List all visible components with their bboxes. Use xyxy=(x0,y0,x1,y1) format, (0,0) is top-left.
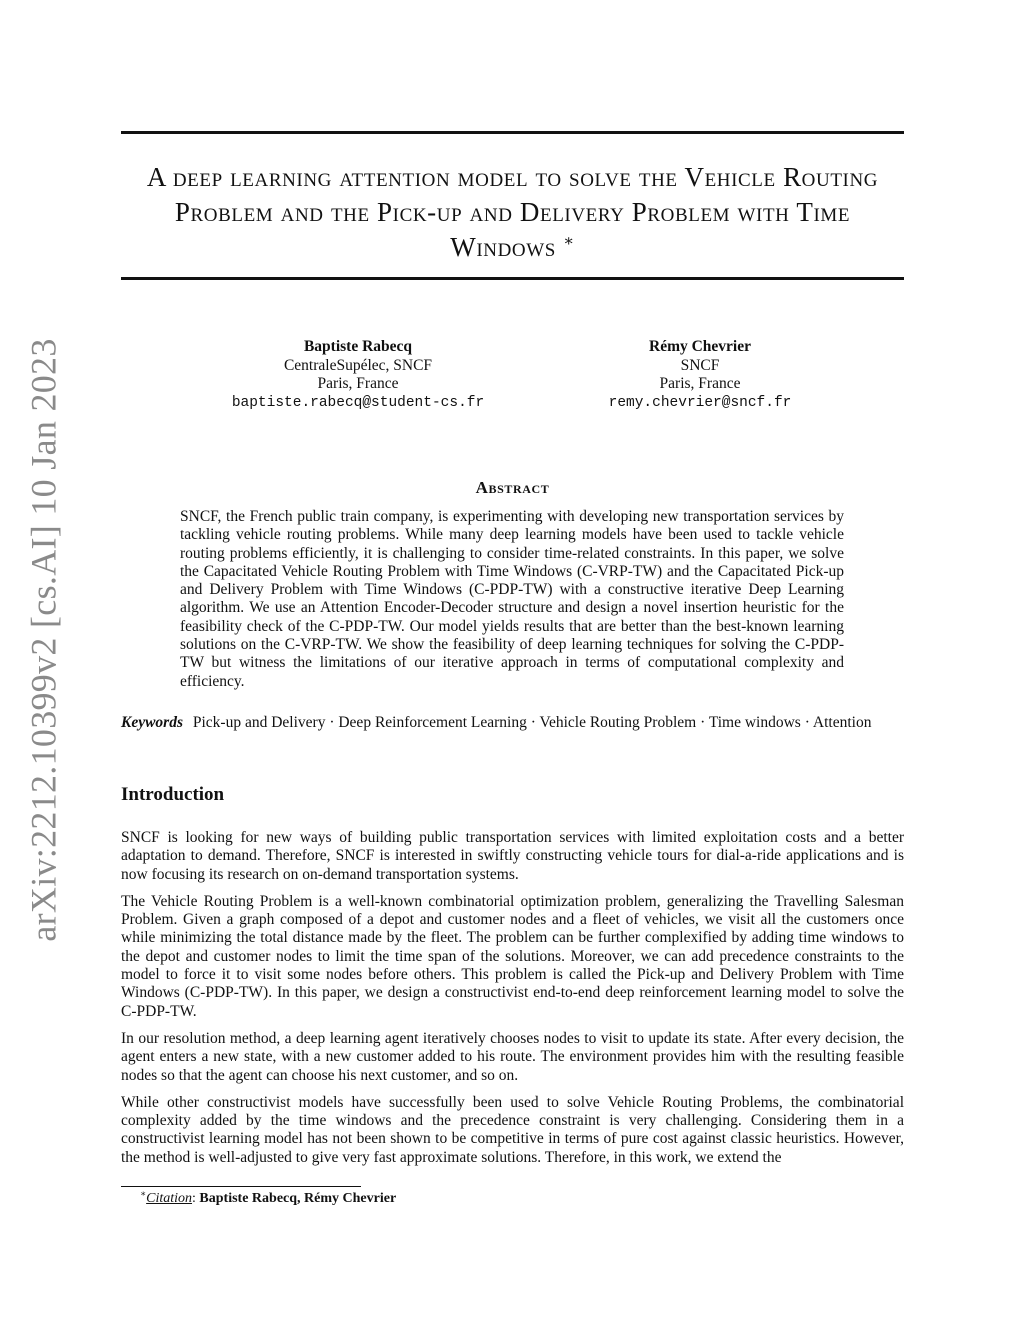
intro-paragraph-1: SNCF is looking for new ways of building public transportation services with limited exploitation costs and a better adaptation to demand. Therefore, SNCF is interested in swiftly constructing vehicle tours for dial-a-ride applications and is now focusing its research on on-demand transportation systems. xyxy=(121,829,904,883)
title-bottom-rule xyxy=(121,277,904,280)
keywords-line xyxy=(121,714,904,733)
arxiv-identifier-stamp xyxy=(18,310,70,970)
author-block-1 xyxy=(198,338,518,412)
introduction-heading: Introduction xyxy=(121,784,225,805)
abstract-heading: Abstract xyxy=(475,478,550,497)
paper-title xyxy=(121,160,904,265)
footnote: ∗Citation: Baptiste Rabecq, Rémy Chevrier xyxy=(140,1188,397,1206)
author-2-email[interactable]: remy.chevrier@sncf.fr xyxy=(608,394,792,411)
author-1-email[interactable]: baptiste.rabecq@student-cs.fr xyxy=(231,394,485,411)
paper-title-text: A deep learning attention model to solve the Vehicle Routing Problem and the Pick-up and Delivery Problem with Time Windows xyxy=(146,162,879,262)
footnote-citation-names: Baptiste Rabecq, Rémy Chevrier xyxy=(199,1191,397,1206)
author-1-location: Paris, France xyxy=(317,375,399,392)
title-footnote-mark: ∗ xyxy=(563,233,575,250)
footnote-rule xyxy=(121,1186,361,1187)
keywords-label: Keywords xyxy=(121,714,183,731)
footnote-citation-label[interactable]: Citation xyxy=(146,1191,193,1206)
title-top-rule xyxy=(121,131,904,134)
author-2-affiliation: SNCF xyxy=(680,356,720,374)
arxiv-identifier-text: arXiv:2212.10399v2 [cs.AI] 10 Jan 2023 xyxy=(24,338,64,942)
intro-paragraph-3: In our resolution method, a deep learning agent iteratively chooses nodes to visit to update its state. After every decision, the agent enters a new state, with a new customer added to his route. The environment provides him with the resulting feasible nodes so that the agent can choose his next customer, and so on. xyxy=(121,1029,904,1084)
author-1-affiliation: CentraleSupélec, SNCF xyxy=(283,356,433,374)
keywords-list: Pick-up and Delivery · Deep Reinforcement Learning · Vehicle Routing Problem · Time windows · Attention xyxy=(192,714,872,731)
intro-paragraph-4: While other constructivist models have successfully been used to solve Vehicle Routing Problems, the combinatorial complexity added by the time windows and the precedence constraint is very challenging. Considering them in a constructivist learning model has not been shown to be competitive in terms of pure cost against classic heuristics. However, the method is well-adjusted to give very fast approximate solutions. Therefore, in this work, we extend the xyxy=(121,1093,904,1166)
author-1-name: Baptiste Rabecq xyxy=(303,338,413,355)
author-block-2 xyxy=(540,338,860,412)
intro-paragraph-2: The Vehicle Routing Problem is a well-known combinatorial optimization problem, generalizing the Travelling Salesman Problem. Given a graph composed of a depot and customer nodes and a fleet of vehicles, we visit all the customers once while minimizing the total distance made by the fleet. The problem can be further complexified by adding time windows to the depot and customer nodes to limit the time span of the solutions. Moreover, we can add precedence constraints to the model to force it to visit some nodes before others. This problem is called the Pick-up and Delivery Problem with Time Windows (C-PDP-TW). In this paper, we design a constructivist end-to-end deep reinforcement learning model to solve the C-PDP-TW. xyxy=(121,892,904,1020)
author-2-location: Paris, France xyxy=(659,375,741,392)
author-2-name: Rémy Chevrier xyxy=(649,338,751,355)
introduction-body xyxy=(121,829,904,1176)
footnote-mark: ∗ xyxy=(140,1188,147,1199)
abstract-text: SNCF, the French public train company, is experimenting with developing new transportation services by tackling vehicle routing problems. While many deep learning models have been used to tackle vehicle routing problems efficiently, it is challenging to consider time-related constraints. In this paper, we solve the Capacitated Vehicle Routing Problem with Time Windows (C-VRP-TW) and the Capacitated Pick-up and Delivery Problem with Time Windows (C-PDP-TW) with a constructive iterative Deep Learning algorithm. We use an Attention Encoder-Decoder structure and design a novel insertion heuristic for the feasibility check of the C-PDP-TW. Our model yields results that are better than the best-known learning solutions on the C-VRP-TW. We show the feasibility of deep learning techniques for solving the C-PDP-TW but witness the limitations of our iterative approach in terms of computational complexity and efficiency. xyxy=(180,508,844,690)
